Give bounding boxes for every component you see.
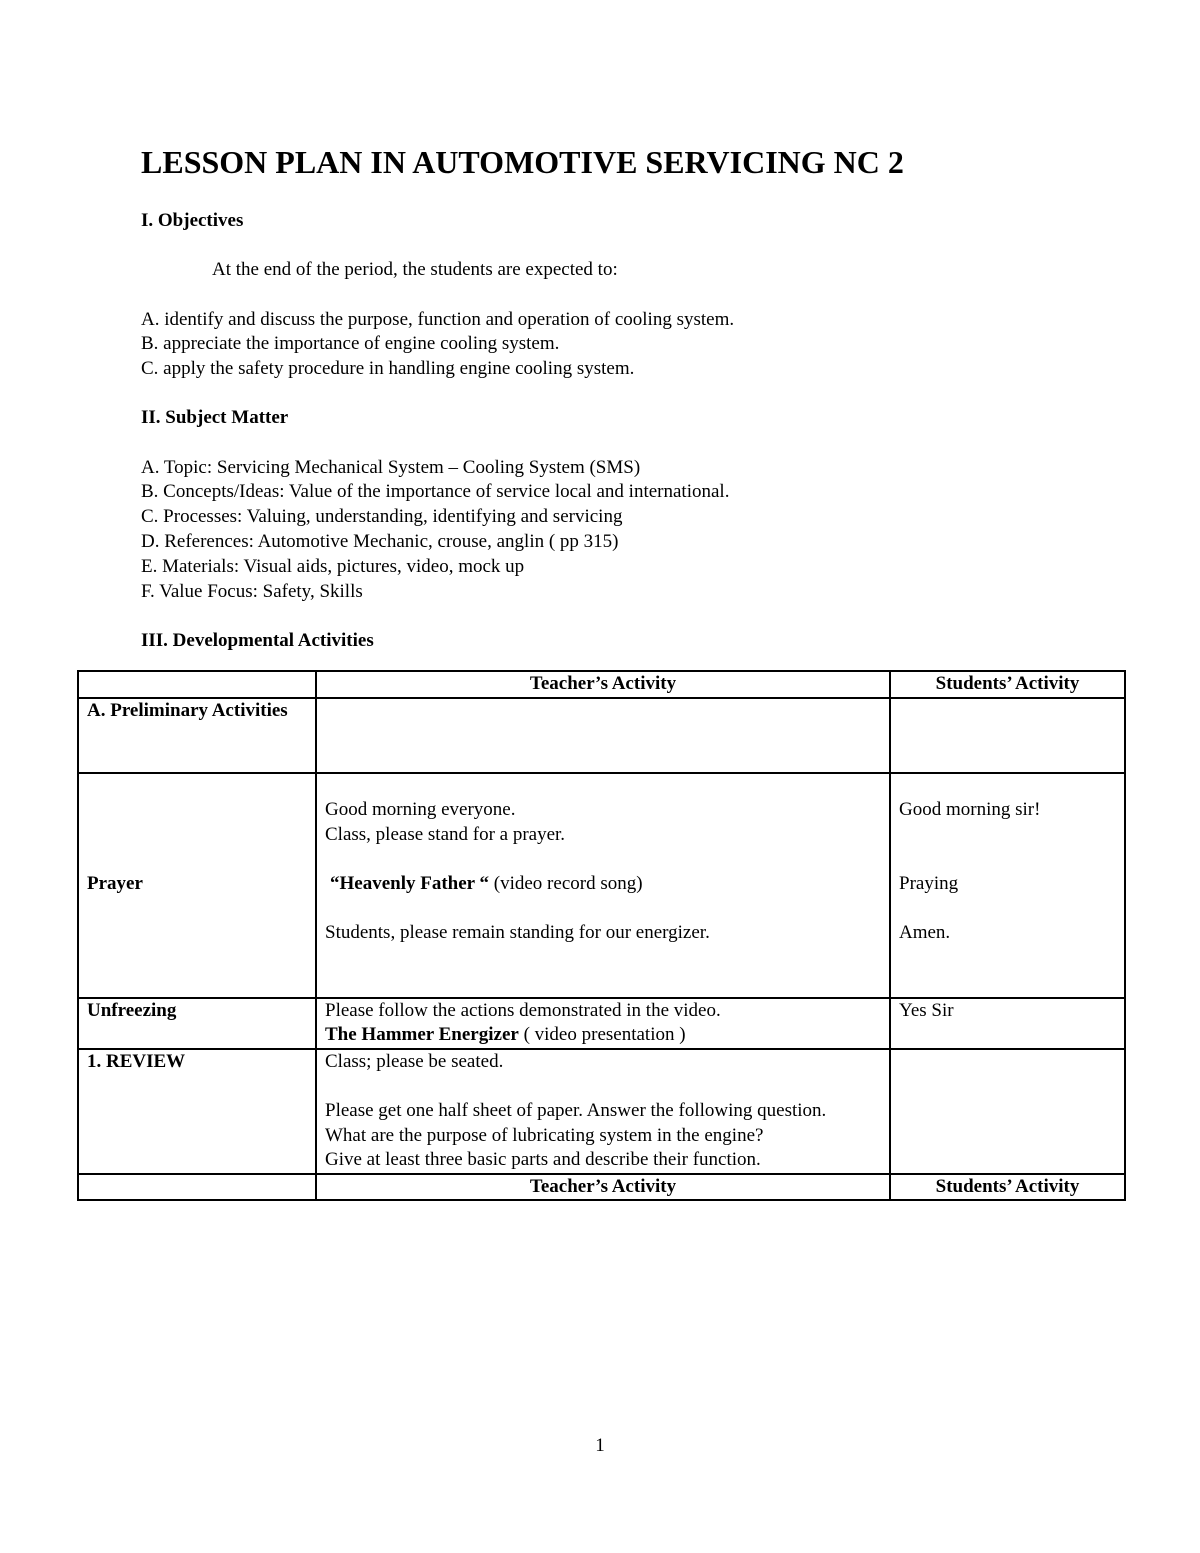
footer-stage-cell [78,1174,316,1201]
song-note: (video record song) [489,872,643,894]
teacher-paper-instruction: Please get one half sheet of paper. Answer the following question. [325,1099,827,1121]
teacher-cell-unfreezing [316,998,890,1049]
students-cell-prayer [890,773,1125,998]
footer-students-activity: Students’ Activity [890,1174,1125,1201]
developmental-heading: III. Developmental Activities [141,630,374,651]
teacher-review-question: What are the purpose of lubricating system in the engine? [325,1124,764,1146]
teacher-greeting: Good morning everyone. [325,799,516,821]
students-cell-preliminary [890,698,1125,773]
activities-table [77,670,1126,1201]
page-title: LESSON PLAN IN AUTOMOTIVE SERVICING NC 2 [141,144,904,180]
subject-item-processes: C. Processes: Valuing, understanding, identifying and servicing [141,506,623,527]
objective-item-a: A. identify and discuss the purpose, function and operation of cooling system. [141,309,735,330]
teacher-seated-request: Class; please be seated. [325,1050,504,1072]
stage-review: 1. REVIEW [78,1049,316,1174]
student-amen: Amen. [899,922,951,944]
teacher-cell-prayer [316,773,890,998]
teacher-stand-request: Class, please stand for a prayer. [325,823,566,845]
stage-preliminary: A. Preliminary Activities [78,698,316,773]
teacher-energizer-request: Students, please remain standing for our energizer. [325,922,710,944]
objective-item-c: C. apply the safety procedure in handling engine cooling system. [141,358,635,379]
table-row-unfreezing [78,998,1125,1049]
table-header-row [78,671,1125,698]
subject-item-references: D. References: Automotive Mechanic, crouse, anglin ( pp 315) [141,531,619,552]
teacher-cell-preliminary [316,698,890,773]
energizer-note: ( video presentation ) [518,1024,686,1046]
teacher-follow-instruction: Please follow the actions demonstrated in the video. [325,999,721,1021]
stage-unfreezing: Unfreezing [78,998,316,1049]
song-title: “Heavenly Father “ [330,872,490,894]
subject-item-topic: A. Topic: Servicing Mechanical System – Cooling System (SMS) [141,457,641,478]
teacher-song-line [325,872,881,897]
table-row-review [78,1049,1125,1174]
subject-item-value-focus: F. Value Focus: Safety, Skills [141,581,363,602]
students-cell-review [890,1049,1125,1174]
footer-teacher-activity: Teacher’s Activity [316,1174,890,1201]
subject-item-concepts: B. Concepts/Ideas: Value of the importance of service local and international. [141,481,730,502]
stage-prayer-cell [78,773,316,998]
student-reply-unfreezing: Yes Sir [890,998,1125,1049]
student-praying: Praying [899,872,959,894]
objectives-intro: At the end of the period, the students are expected to: [212,259,618,280]
header-teacher-activity: Teacher’s Activity [316,671,890,698]
table-footer-row [78,1174,1125,1201]
student-greeting: Good morning sir! [899,799,1041,821]
table-row-preliminary [78,698,1125,773]
subject-matter-heading: II. Subject Matter [141,407,289,428]
objective-item-b: B. appreciate the importance of engine cooling system. [141,333,560,354]
page-number: 1 [595,1435,605,1456]
header-students-activity: Students’ Activity [890,671,1125,698]
objectives-heading: I. Objectives [141,210,244,231]
teacher-cell-review [316,1049,890,1174]
subject-item-materials: E. Materials: Visual aids, pictures, video, mock up [141,556,525,577]
header-stage-cell [78,671,316,698]
teacher-parts-question: Give at least three basic parts and describe their function. [325,1149,761,1171]
teacher-energizer-line [325,1023,881,1048]
table-row-prayer [78,773,1125,998]
stage-prayer: Prayer [87,872,143,894]
energizer-title: The Hammer Energizer [325,1024,519,1046]
